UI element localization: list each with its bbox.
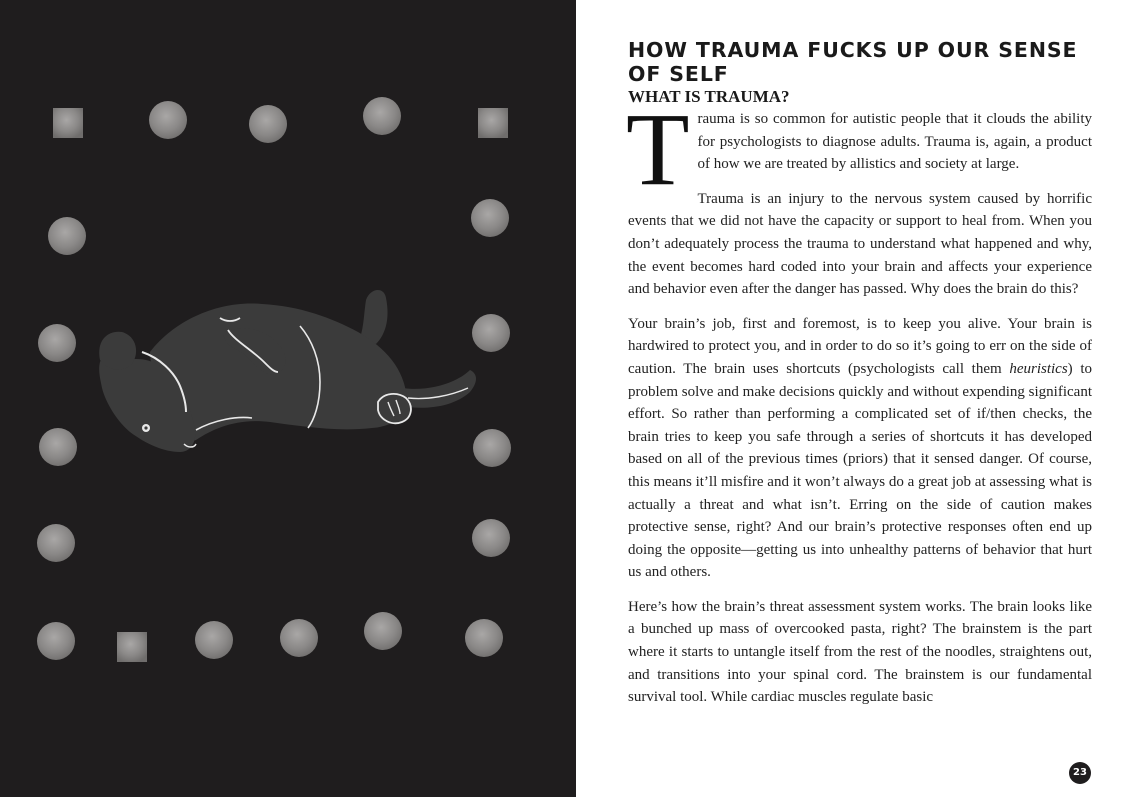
decorative-dot	[37, 622, 75, 660]
decorative-square	[478, 108, 508, 138]
text-page	[576, 0, 1147, 797]
decorative-dot	[48, 217, 86, 255]
sleeping-dog-illustration	[99, 290, 476, 452]
decorative-dot	[37, 524, 75, 562]
section-title: WHAT IS TRAUMA?	[628, 87, 790, 106]
decorative-dot	[472, 314, 510, 352]
decorative-dot	[363, 97, 401, 135]
paragraph-1: Trauma is so common for autistic people that it clouds the ability for psychologists to diagnose adults. Trauma is, again, a product of how we are treated by allistics and society at large.	[626, 92, 1092, 207]
decorative-dot	[471, 199, 509, 237]
decorative-dot	[249, 105, 287, 143]
decorative-dot	[39, 428, 77, 466]
decorative-dot	[465, 619, 503, 657]
drop-cap: T	[626, 92, 690, 207]
decorative-dot	[195, 621, 233, 659]
decorative-dot	[280, 619, 318, 657]
decorative-dot	[473, 429, 511, 467]
chapter-title: HOW TRAUMA FUCKS UP OUR SENSE OF SELF	[628, 38, 1078, 86]
paragraph-4: Here’s how the brain’s threat assessment system works. The brain looks like a bunched up mass of overcooked pasta, right? The brainstem is the part where it starts to untangle itself from the rest of the noodles, straightens out, and transitions into your spinal cord. The brainstem is our fundamental survival tool. While cardiac muscles regulate basic	[628, 598, 1092, 706]
page-number-badge: 23	[1069, 762, 1091, 784]
decorative-dot	[472, 519, 510, 557]
decorative-square	[53, 108, 83, 138]
paragraph-2: Trauma is an injury to the nervous system caused by horrific events that we did not have the capacity or support to heal from. When you don’t adequately process the trauma to understand what happened and why, the event becomes hard coded into your brain and affects your experience and behavior even after the danger has passed. Why does the brain do this?	[628, 190, 1092, 298]
paragraph-3: Your brain’s job, first and foremost, is to keep you alive. Your brain is hardwired to protect you, and in order to do so it’s going to err on the side of caution. The brain uses shortcuts (psychologists call them heuristics) to problem solve and make decisions quickly and without expending significant effort. So rather than performing a complicated set of if/then checks, the brain tries to keep you safe through a series of shortcuts it has developed based on all of the previous times (priors) that it sensed danger. Of course, this means it’ll misfire and it won’t always do a great job at assessing what is actually a threat and what isn’t. Erring on the side of caution makes protective sense, right? And our brain’s protective responses often end up doing the opposite—getting us into unhealthy patterns of behavior that hurt us and others.	[628, 315, 1092, 581]
decorative-dot	[38, 324, 76, 362]
decorative-dot	[149, 101, 187, 139]
decorative-dot	[364, 612, 402, 650]
decorative-square	[117, 632, 147, 662]
emphasis-heuristics: heuristics	[1009, 360, 1068, 377]
